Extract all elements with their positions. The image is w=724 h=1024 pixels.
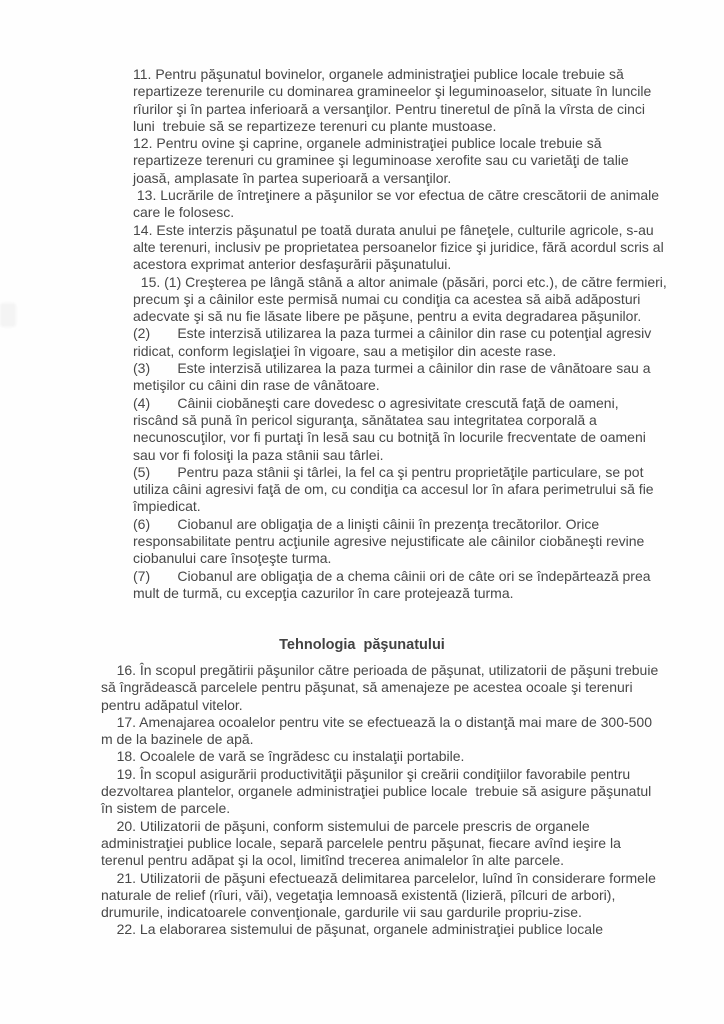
paragraph-15-4: (4) Câinii ciobăneşti care dovedesc o agresivitate crescută faţă de oameni, riscând să pună în pericol siguranţa, sănătatea sau integritatea corporală a necunoscuţilor, vor fi purtaţi în lesă sau cu botniţă în locurile frecventate de oameni sau vor fi folosiţi la paza stânii sau târlei. — [133, 394, 650, 463]
paragraph-16: 16. În scopul pregătirii păşunilor către perioada de păşunat, utilizatorii de păşuni trebuie să îngrădească parcelele pentru păşunat, să amenajeze pe acestea ocoale şi terenuri pentru adăpatul vitelor. — [101, 662, 663, 713]
paragraph-15-1: 15. (1) Creşterea pe lângă stână a altor animale (păsări, porci etc.), de către fermieri, precum şi a câinilor este permisă numai cu condiţia ca acestea să aibă adăposturi adecvate şi să nu fie lăsate libere pe păşune, pentru a evita degradarea păşunilor. — [133, 273, 671, 325]
section-heading: Tehnologia păşunatului — [279, 637, 445, 653]
paragraph-18: 18. Ocoalele de vară se îngrădesc cu instalaţii portabile. — [101, 748, 465, 765]
paragraph-11: 11. Pentru păşunatul bovinelor, organele administraţiei publice locale trebuie să repartizeze terenurile cu dominarea gramineelor şi leguminoaselor, situate în luncile rîurilor şi în partea inferioară a versanţilor. Pentru tineretul de pînă la vîrsta de cinci luni trebuie să se repartizeze terenuri cu plante mustoase. — [133, 66, 656, 134]
paragraph-14: 14. Este interzis păşunatul pe toată durata anului pe fâneţele, culturile agricole, s-au alte terenuri, inclusiv pe proprietatea persoanelor fizice şi juridice, fără acordul scris al acestora exprimat anterior desfaşurării păşunatului. — [133, 221, 668, 273]
paragraph-15-5: (5) Pentru paza stânii şi târlei, la fel ca şi pentru proprietăţile particulare, se pot utiliza câini agresivi faţă de om, cu condiţia ca accesul lor în afara perimetrului să fie împiedicat. — [133, 463, 658, 515]
paragraph-19: 19. În scopul asigurării productivităţii păşunilor şi creării condiţiilor favorabile pentru dezvoltarea plantelor, organele administraţiei publice locale trebuie să asigure păşunatul în sistem de parcele. — [101, 765, 656, 817]
paragraph-12: 12. Pentru ovine şi caprine, organele administraţiei publice locale trebuie să repartizeze terenuri cu graminee şi leguminoase xerofite sau cu varietăţi de talie joasă, amplasate în partea superioară a versanţilor. — [133, 135, 633, 186]
section-tehnologia — [101, 662, 663, 939]
paragraph-21: 21. Utilizatorii de păşuni efectuează delimitarea parcelelor, luînd în considerare formele naturale de relief (rîuri, văi), vegetaţia lemnoasă existentă (lizieră, pîlcuri de arbori), drumurile, indicatoarele convenţionale, gardurile vii sau gardurile propriu-zise. — [101, 869, 660, 921]
paragraph-22: 22. La elaborarea sistemului de păşunat, organele administraţiei publice locale — [101, 921, 603, 938]
paragraph-20: 20. Utilizatorii de păşuni, conform sistemului de parcele prescris de organele administraţiei publice locale, separă parcelele pentru păşunat, fiecare avînd ieşire la terenul pentru adăpat şi la ocol, limitînd trecerea animalelor în alte parcele. — [101, 817, 625, 869]
paragraph-13: 13. Lucrările de întreţinere a păşunilor se vor efectua de către crescătorii de animale care le folosesc. — [133, 187, 663, 221]
paragraph-15-6: (6) Ciobanul are obligaţia de a linişti câinii în prezenţa trecătorilor. Orice responsabilitate pentru acţiunile agresive nejustificate ale câinilor ciobăneşti revine ciobanului care însoţeşte turma. — [133, 515, 649, 567]
paragraph-15-3: (3) Este interzisă utilizarea la paza turmei a câinilor din rase de vânătoare sau a metişilor cu câini din rase de vânătoare. — [133, 360, 655, 394]
section-pasunat — [133, 66, 671, 602]
paragraph-15-2: (2) Este interzisă utilizarea la paza turmei a câinilor din rase cu potenţial agresiv ridicat, conform legislaţiei în vigoare, sau a metişilor din aceste rase. — [133, 325, 656, 359]
scan-artifact — [0, 303, 16, 327]
paragraph-15-7: (7) Ciobanul are obligaţia de a chema câinii ori de câte ori se îndepărtează prea mult de turmă, cu excepţia cazurilor în care protejează turma. — [133, 567, 655, 601]
paragraph-17: 17. Amenajarea ocoalelor pentru vite se efectuează la o distanţă mai mare de 300-500 m de la bazinele de apă. — [101, 713, 656, 748]
